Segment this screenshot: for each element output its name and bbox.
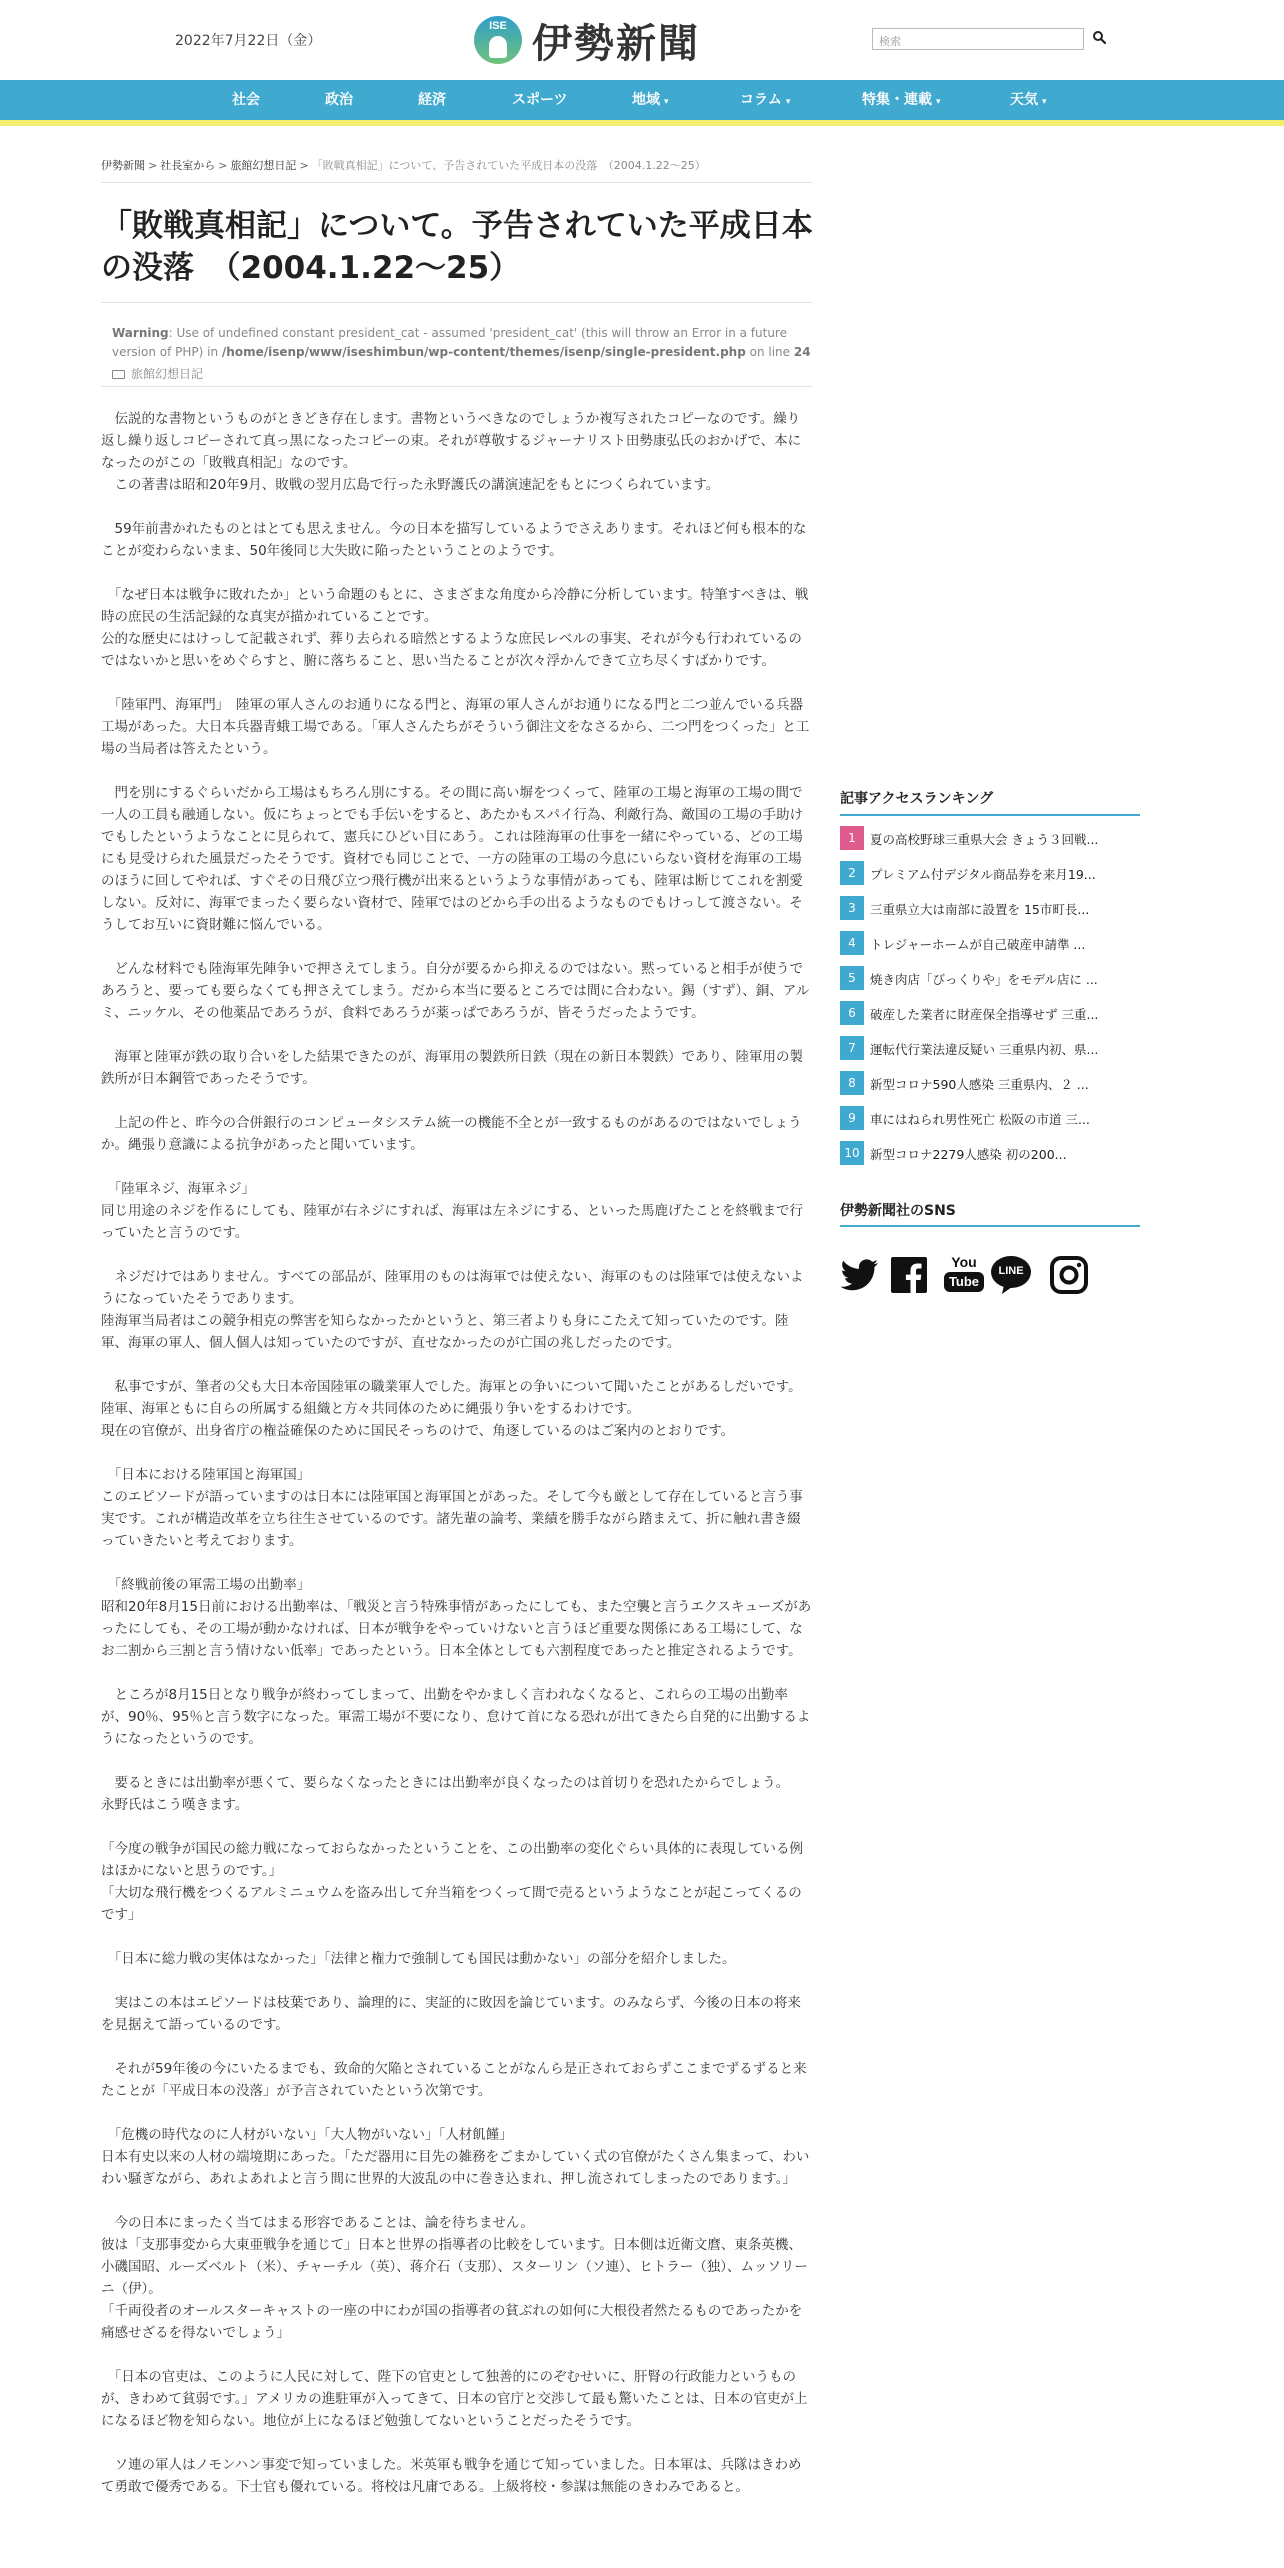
ranking-item[interactable] — [840, 1001, 1140, 1027]
twitter-icon[interactable] — [840, 1255, 880, 1295]
site-header — [0, 0, 1284, 80]
ranking-title-underline — [840, 814, 1140, 816]
divider — [101, 182, 812, 183]
warning-label: Warning — [112, 326, 169, 340]
ranking-item[interactable] — [840, 1036, 1140, 1062]
article-paragraph: 「日本における陸軍国と海軍国」 このエピソードが語っていますのは日本には陸軍国と海軍国とがあった。そして今も厳として存在していると言う事実です。これが構造改革を立ち往生させているのです。諸先輩の論考、業績を勝手ながら踏まえて、折に触れ書き綴っていきたいと考えております。 — [101, 1467, 803, 1549]
article-paragraph: 私事ですが、筆者の父も大日本帝国陸軍の職業軍人でした。海軍との争いについて聞いたことがあるしだいです。陸軍、海軍ともに自らの所属する組織と方々共同体のために縄張り争いをするわけです。 現在の官僚が、出身省庁の権益確保のために国民そっちのけで、角逐しているのはご案内のとおりです。 — [101, 1379, 802, 1439]
ranking-item[interactable] — [840, 966, 1140, 992]
youtube-text-you: You — [951, 1254, 977, 1270]
nav-accent-bar — [0, 120, 1284, 126]
sns-title-underline — [840, 1225, 1140, 1227]
article-paragraph: 要るときには出勤率が悪くて、要らなくなったときには出勤率が良くなったのは首切りを恐れたからでしょう。 永野氏はこう嘆きます。 — [101, 1775, 790, 1813]
ranking-number: 7 — [840, 1036, 864, 1060]
ranking-number: 3 — [840, 896, 864, 920]
main-nav — [0, 80, 1284, 120]
article-paragraph: 「陸軍ネジ、海軍ネジ」 同じ用途のネジを作るにしても、陸軍が右ネジにすれば、海軍は左ネジにする、といった馬鹿げたことを終戦まで行っていたと言うのです。 — [101, 1181, 803, 1241]
site-logo[interactable] — [474, 14, 700, 66]
ranking-headline: トレジャーホームが自己破産申請準 ... — [870, 937, 1086, 952]
breadcrumb: 伊勢新聞 > 社長室から > 旅館幻想日記 > 「敗戦真相記」について、予告されていた平成日本の没落 （2004.1.22～25） — [101, 159, 706, 172]
warning-text: : Use of undefined constant president_cat - assumed 'president_cat' (this will throw an Error in a future version of PHP) in — [112, 326, 787, 359]
ranking-number: 5 — [840, 966, 864, 990]
divider — [101, 302, 812, 303]
sns-title: 伊勢新聞社のSNS — [840, 1203, 956, 1219]
ranking-number: 4 — [840, 931, 864, 955]
article-paragraph: ところが8月15日となり戦争が終わってしまって、出勤をやかましく言われなくなると、これらの工場の出勤率が、90％、95％と言う数字になった。軍需工場が不要になり、怠けて首になる恐れが出てきたら自発的に出勤するようになったというのです。 — [101, 1687, 811, 1747]
article-paragraph: 59年前書かれたものとはとても思えません。今の日本を描写しているようでさえあります。それほど何も根本的なことが変わらないまま、50年後同じ大失敗に陥ったということのようです。 — [101, 521, 807, 559]
ranking-headline: 焼き肉店「びっくりや」をモデル店に ... — [870, 972, 1098, 987]
nav-item-region[interactable]: 地域 ▾ — [632, 92, 669, 108]
nav-item-weather[interactable]: 天気 ▾ — [1010, 92, 1047, 108]
chevron-down-icon: ▾ — [1042, 97, 1047, 107]
article-paragraph: 「陸軍門、海軍門」 陸軍の軍人さんのお通りになる門と、海軍の軍人さんがお通りになる門と二つ並んでいる兵器工場があった。大日本兵器青蛾工場である。「軍人さんたちがそういう御注文をなさるから、二つ門をつくった」と工場の当局者は答えたという。 — [101, 697, 810, 757]
chevron-down-icon: ▾ — [936, 97, 941, 107]
article-category[interactable] — [112, 365, 203, 382]
article-paragraph: 「今度の戦争が国民の総力戦になっておらなかったということを、この出勤率の変化ぐらい具体的に表現している例はほかにないと思うのです。」 「大切な飛行機をつくるアルミニュウムを盗み出して弁当箱をつくって間で売るというようなことが起こってくるのです」 — [101, 1841, 803, 1923]
ranking-number: 2 — [840, 861, 864, 885]
breadcrumb-subsection[interactable]: 旅館幻想日記 — [230, 159, 297, 172]
ranking-number: 10 — [840, 1141, 864, 1165]
article-paragraph: 「日本の官吏は、このように人民に対して、陛下の官吏として独善的にのぞむせいに、肝腎の行政能力というものが、きわめて貧弱です。」アメリカの進駐軍が入ってきて、日本の官庁と交渉して最も驚いたことは、日本の官吏が上になるほど物を知らない。地位が上になるほど勉強してないということだったそうです。 — [101, 2369, 808, 2429]
ranking-headline: 新型コロナ2279人感染 初の200... — [870, 1147, 1067, 1162]
nav-item-society[interactable]: 社会 — [232, 92, 260, 108]
ranking-headline: プレミアム付デジタル商品券を来月19... — [870, 867, 1096, 882]
nav-item-sports[interactable]: スポーツ — [512, 92, 568, 108]
logo-text: 伊勢新聞 — [532, 19, 700, 67]
ranking-number: 1 — [840, 826, 864, 850]
article-paragraph: 「日本に総力戦の実体はなかった」「法律と権力で強制しても国民は動かない」の部分を紹介しました。 — [101, 1951, 736, 1967]
chevron-down-icon: ▾ — [664, 97, 669, 107]
nav-item-economy[interactable]: 経済 — [418, 92, 446, 108]
article-paragraph: 門を別にするぐらいだから工場はもちろん別にする。その間に高い塀をつくって、陸軍の工場と海軍の工場の間で一人の工員も融通しない。仮にちょっとでも手伝いをすると、あたかもスパイ行為、利敵行為、敵国の工場の手助けでもしたというようなことに見られて、憲兵にひどい目にあう。これは陸海軍の仕事を一緒にやっている、どの工場にも見受けられた風景だったそうです。資材でも同じことで、一方の陸軍の工場の今息にいらない資材を海軍の工場のほうに回してやれば、すぐその日飛び立つ飛行機が出来るというような事情があっても、陸軍は断じてこれを割愛しない。反対に、海軍でまったく要らない資材で、陸軍ではのどから手の出るようなものでもけっして渡さない。そうしてお互いに資財難に悩んでいる。 — [101, 785, 803, 933]
ranking-number: 6 — [840, 1001, 864, 1025]
ranking-item[interactable] — [840, 931, 1140, 957]
ranking-headline: 破産した業者に財産保全指導せず 三重... — [870, 1007, 1099, 1022]
line-icon[interactable] — [990, 1255, 1032, 1295]
ranking-headline: 運転代行業法違反疑い 三重県内初、県... — [870, 1042, 1099, 1057]
breadcrumb-current: 「敗戦真相記」について、予告されていた平成日本の没落 （2004.1.22～25） — [311, 159, 706, 172]
folder-icon — [112, 370, 125, 379]
breadcrumb-section[interactable]: 社長室から — [160, 159, 216, 172]
header-date: 2022年7月22日（金） — [175, 33, 322, 49]
article-paragraph: 今の日本にまったく当てはまる形容であることは、論を待ちません。 彼は「支那事変から大東亜戦争を通じて」日本と世界の指導者の比較をしています。日本側は近衛文麿、東条英機、小磯国昭、ルーズベルト（米）、チャーチル（英）、蒋介石（支那）、スターリン（ソ連）、ヒトラー（独）、ムッソリーニ（伊）。 「千両役者のオールスターキャストの一座の中にわが国の指導者の貧ぶれの如何に大根役者然たるものであったかを痛感せざるを得ないでしょう」 — [101, 2215, 808, 2341]
category-label: 旅館幻想日記 — [131, 367, 204, 381]
facebook-icon[interactable] — [890, 1255, 928, 1295]
warning-path: /home/isenp/www/iseshimbun/wp-content/themes/isenp/single-president.php — [221, 345, 746, 359]
php-warning — [112, 324, 812, 362]
ranking-headline: 車にはねられ男性死亡 松阪の市道 三... — [870, 1112, 1090, 1127]
ranking-item[interactable] — [840, 896, 1140, 922]
article-paragraph: 海軍と陸軍が鉄の取り合いをした結果できたのが、海軍用の製鉄所日鉄（現在の新日本製鉄）であり、陸軍用の製鉄所が日本鋼管であったそうです。 — [101, 1049, 803, 1087]
article-paragraph: 「終戦前後の軍需工場の出勤率」 昭和20年8月15日前における出勤率は、「戦災と言う特殊事情があったにしても、また空襲と言うエクスキューズがあったにしても、その工場が動かなければ、日本が戦争をやっていけないと言うほど重要な関係にある工場にして、なお二割から三割と言う情けない低率」であったという。日本全体としても六割程度であったと推定されるようです。 — [101, 1577, 812, 1659]
article-paragraph: 伝説的な書物というものがときどき存在します。書物というべきなのでしょうか複写されたコピーなのです。繰り返し繰り返しコピーされて真っ黒になったコピーの束。それが尊敬するジャーナリスト田勢康弘氏のおかげで、本になったのがこの「敗戦真相記」なのです。 この著書は昭和20年9月、敗戦の翌月広島で行った永野護氏の講演速記をもとにつくられています。 — [101, 411, 802, 493]
ranking-title: 記事アクセスランキング — [840, 791, 994, 807]
search-input[interactable]: 検索 — [872, 28, 1084, 50]
ranking-number: 9 — [840, 1106, 864, 1130]
logo-mark-icon — [474, 16, 522, 64]
article-paragraph: 上記の件と、昨今の合併銀行のコンピュータシステム統一の機能不全とが一致するものがあるのではないでしょうか。縄張り意識による抗争があったと聞いています。 — [101, 1115, 802, 1153]
chevron-down-icon: ▾ — [785, 97, 791, 107]
breadcrumb-home[interactable]: 伊勢新聞 — [101, 159, 145, 172]
ranking-item[interactable] — [840, 1071, 1140, 1097]
article-paragraph: 実はこの本はエピソードは枝葉であり、論理的に、実証的に敗因を論じています。のみならず、今後の日本の将来を見据えて語っているのです。 — [101, 1995, 801, 2033]
ranking-headline: 三重県立大は南部に設置を 15市町長... — [870, 902, 1090, 917]
youtube-text-tube: Tube — [944, 1272, 984, 1292]
ranking-item[interactable] — [840, 861, 1140, 887]
divider — [101, 386, 812, 387]
ranking-item[interactable] — [840, 1106, 1140, 1132]
article-title: 「敗戦真相記」について。予告されていた平成日本の没落 （2004.1.22～25） — [101, 208, 813, 286]
youtube-icon[interactable] — [944, 1255, 984, 1295]
article-paragraph: 「危機の時代なのに人材がいない」「大人物がいない」「人材飢饉」 日本有史以来の人材の端境期にあった。「ただ器用に目先の雑務をごまかしていく式の官僚がたくさん集まって、わいわい騒ぎながら、あれよあれよと言う間に世界的大波乱の中に巻き込まれ、押し流されてしまったのであります。」 — [101, 2127, 810, 2187]
search-icon[interactable] — [1092, 30, 1106, 44]
article-body — [101, 408, 813, 2520]
ranking-headline: 夏の高校野球三重県大会 きょう３回戦... — [870, 832, 1099, 847]
ranking-number: 8 — [840, 1071, 864, 1095]
article-paragraph: ソ連の軍人はノモンハン事変で知っていました。米英軍も戦争を通じて知っていました。日本軍は、兵隊はきわめて勇敢で優秀である。下士官も優れている。将校は凡庸である。上級将校・参謀は無能のきわみであると。 — [101, 2457, 802, 2495]
article-paragraph: 「なぜ日本は戦争に敗れたか」という命題のもとに、さまざまな角度から冷静に分析しています。特筆すべきは、戦時の庶民の生活記録的な真実が描かれていることです。 公的な歴史にはけっして記載されず、葬り去られる暗然とするような庶民レベルの事実、それが今も行われているのではないかと思いをめぐらすと、腑に落ちること、思い当たることが次々浮かんできて立ち尽くすばかりです。 — [101, 587, 809, 669]
nav-item-column[interactable]: コラム ▾ — [740, 92, 791, 108]
instagram-icon[interactable] — [1050, 1255, 1088, 1295]
warning-line: 24 — [793, 345, 811, 359]
nav-item-features[interactable]: 特集・連載 ▾ — [862, 92, 941, 108]
ranking-item[interactable] — [840, 826, 1140, 852]
warning-text-2: on line — [745, 345, 794, 359]
article-paragraph: どんな材料でも陸海軍先陣争いで押さえてしまう。自分が要るから抑えるのではない。黙っていると相手が使うであろうと、要っても要らなくても押さえてしまう。だから本当に要るところでは間に合わない。錫（すず）、銅、アルミ、ニッケル、その他薬品であろうが、食料であろうが薬っぱであろうが、皆そうだったようです。 — [101, 961, 810, 1021]
ranking-headline: 新型コロナ590人感染 三重県内、２ ... — [870, 1077, 1089, 1092]
logo-mark-text: ISE — [489, 20, 507, 32]
nav-item-politics[interactable]: 政治 — [325, 92, 353, 108]
article-paragraph: ネジだけではありません。すべての部品が、陸軍用のものは海軍では使えない、海軍のものは陸軍では使えないようになっていたそうであります。 陸海軍当局者はこの競争相克の弊害を知らなかったかというと、第三者よりも身にこたえて知っていたのです。陸軍、海軍の軍人、個人個人は知っていたのですが、直せなかったのが亡国の兆しだったのです。 — [101, 1269, 804, 1351]
line-icon-label: LINE — [998, 1265, 1024, 1277]
article-paragraph: それが59年後の今にいたるまでも、致命的欠陥とされていることがなんら是正されておらずここまでずるずると来たことが「平成日本の没落」が予言されていたという次第です。 — [101, 2061, 807, 2099]
ranking-item[interactable] — [840, 1141, 1140, 1167]
